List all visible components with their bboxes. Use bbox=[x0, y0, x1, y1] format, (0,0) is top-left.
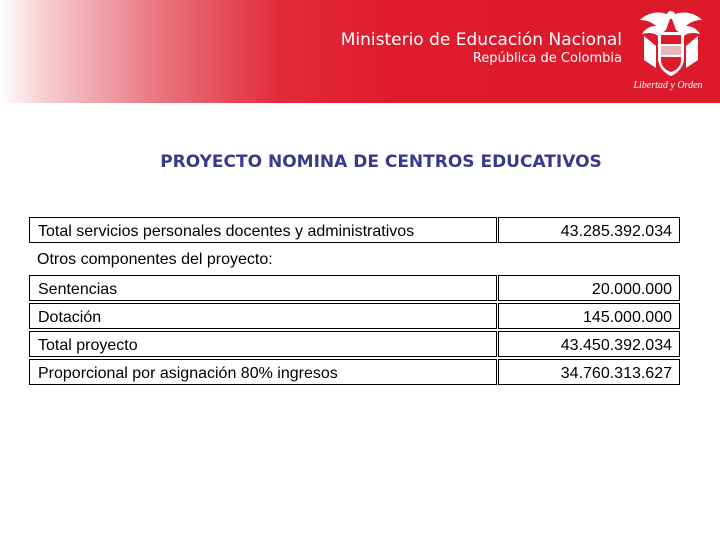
table-row bbox=[29, 303, 680, 331]
page-title: PROYECTO NOMINA DE CENTROS EDUCATIVOS bbox=[160, 152, 602, 172]
row-label: Proporcional por asignación 80% ingresos bbox=[29, 359, 497, 385]
row-value: 145.000.000 bbox=[498, 303, 680, 329]
country-name: República de Colombia bbox=[472, 51, 622, 66]
row-label: Otros componentes del proyecto: bbox=[37, 251, 273, 268]
motto-text: Libertad y Orden bbox=[633, 80, 703, 91]
table-row bbox=[29, 246, 680, 275]
row-value: 43.285.392.034 bbox=[498, 217, 680, 243]
table-row bbox=[29, 275, 680, 303]
row-label: Total proyecto bbox=[29, 331, 497, 357]
table-row bbox=[29, 331, 680, 359]
table-row bbox=[29, 217, 680, 245]
header-banner bbox=[0, 0, 720, 103]
row-value: 20.000.000 bbox=[498, 275, 680, 301]
table-row bbox=[29, 359, 680, 387]
row-value: 34.760.313.627 bbox=[498, 359, 680, 385]
budget-table bbox=[29, 217, 680, 387]
coat-of-arms-icon bbox=[636, 6, 706, 80]
ministry-block bbox=[341, 30, 622, 68]
ministry-name: Ministerio de Educación Nacional bbox=[340, 30, 622, 50]
row-label: Sentencias bbox=[29, 275, 497, 301]
row-label: Total servicios personales docentes y administrativos bbox=[29, 217, 497, 243]
row-label: Dotación bbox=[29, 303, 497, 329]
row-value: 43.450.392.034 bbox=[498, 331, 680, 357]
